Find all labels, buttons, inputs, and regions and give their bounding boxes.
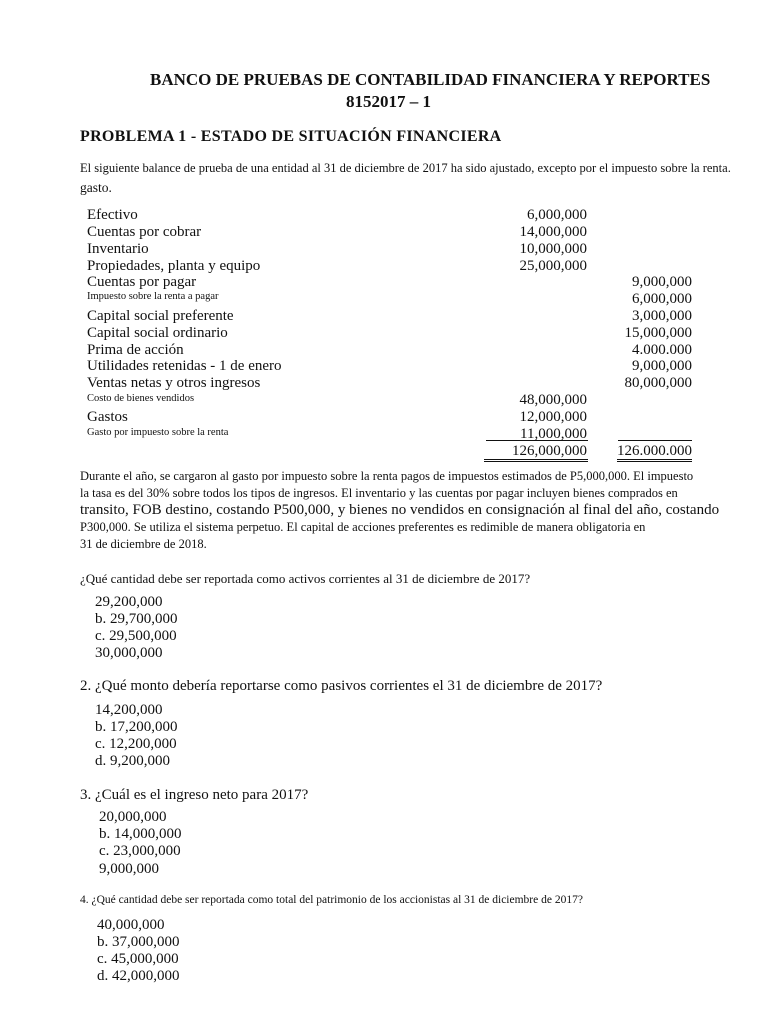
question-3-option-b: b. 14,000,000 (99, 826, 182, 842)
question-1-option-a: 29,200,000 (95, 594, 163, 610)
question-2-option-d: d. 9,200,000 (95, 753, 170, 769)
intro-line-2: gasto. (80, 180, 112, 195)
problem-title: PROBLEMA 1 - ESTADO DE SITUACIÓN FINANCIERA (80, 128, 502, 145)
question-3: 3. ¿Cuál es el ingreso neto para 2017? (80, 787, 309, 803)
credit-total-double-rule (617, 459, 692, 462)
account-label: Capital social ordinario (87, 325, 228, 341)
account-label: Gasto por impuesto sobre la renta (87, 427, 229, 438)
document-title: BANCO DE PRUEBAS DE CONTABILIDAD FINANCIERA Y REPORTES (150, 70, 711, 89)
question-2: 2. ¿Qué monto debería reportarse como pasivos corrientes el 31 de diciembre de 2017? (80, 678, 603, 694)
question-4: 4. ¿Qué cantidad debe ser reportada como total del patrimonio de los accionistas al 31 de diciembre de 2017? (80, 894, 583, 906)
credit-total: 126.000.000 (617, 443, 692, 459)
question-4-option-c: c. 45,000,000 (97, 951, 179, 967)
debit-value: 48,000,000 (519, 392, 587, 408)
credit-value: 9,000,000 (632, 274, 692, 290)
document-code: 8152017 – 1 (346, 92, 431, 111)
account-label: Inventario (87, 241, 149, 257)
narrative-line-5: 31 de diciembre de 2018. (80, 537, 207, 551)
debit-subtotal-rule (486, 440, 588, 441)
question-1-option-c: c. 29,500,000 (95, 628, 177, 644)
account-label: Costo de bienes vendidos (87, 393, 195, 404)
narrative-line-1: Durante el año, se cargaron al gasto por impuesto sobre la renta pagos de impuestos estimados de P5,000,000. El impuesto (80, 469, 694, 483)
question-3-option-d: 9,000,000 (99, 861, 159, 877)
question-1-option-b: b. 29,700,000 (95, 611, 178, 627)
account-label: Cuentas por pagar (87, 274, 197, 290)
question-4-option-b: b. 37,000,000 (97, 934, 180, 950)
question-1: ¿Qué cantidad debe ser reportada como activos corrientes al 31 de diciembre de 2017? (80, 571, 531, 586)
debit-total-double-rule (484, 459, 588, 462)
credit-value: 15,000,000 (624, 325, 692, 341)
question-3-option-a: 20,000,000 (99, 809, 167, 825)
debit-total: 126,000,000 (512, 443, 587, 459)
account-label: Propiedades, planta y equipo (87, 258, 261, 274)
account-label: Prima de acción (87, 342, 184, 358)
debit-value: 14,000,000 (519, 224, 587, 240)
account-label: Capital social preferente (87, 308, 234, 324)
question-2-option-b: b. 17,200,000 (95, 719, 178, 735)
narrative-line-4: P300,000. Se utiliza el sistema perpetuo. El capital de acciones preferentes es redimible de manera obligatoria en (80, 520, 646, 534)
account-label: Utilidades retenidas - 1 de enero (87, 358, 282, 374)
account-label: Efectivo (87, 207, 138, 223)
credit-value: 6,000,000 (632, 291, 692, 307)
credit-value: 3,000,000 (632, 308, 692, 324)
credit-value: 80,000,000 (624, 375, 692, 391)
debit-value: 10,000,000 (519, 241, 587, 257)
debit-value: 11,000,000 (520, 426, 587, 442)
question-4-option-a: 40,000,000 (97, 917, 165, 933)
question-2-option-c: c. 12,200,000 (95, 736, 177, 752)
credit-subtotal-rule (618, 440, 692, 441)
intro-line-1: El siguiente balance de prueba de una entidad al 31 de diciembre de 2017 ha sido ajustado, excepto por el impuesto sobre la renta. (80, 161, 731, 175)
question-2-option-a: 14,200,000 (95, 702, 163, 718)
debit-value: 25,000,000 (519, 258, 587, 274)
account-label: Cuentas por cobrar (87, 224, 202, 240)
question-3-option-c: c. 23,000,000 (99, 843, 181, 859)
question-4-option-d: d. 42,000,000 (97, 968, 180, 984)
account-label: Impuesto sobre la renta a pagar (87, 291, 219, 302)
account-label: Ventas netas y otros ingresos (87, 375, 261, 391)
credit-value: 9,000,000 (632, 358, 692, 374)
narrative-line-2: la tasa es del 30% sobre todos los tipos de ingresos. El inventario y las cuentas por pagar incluyen bienes comprados en (80, 486, 678, 500)
narrative-line-3: transito, FOB destino, costando P500,000, y bienes no vendidos en consignación al final del año, costando (80, 502, 720, 518)
question-1-option-d: 30,000,000 (95, 645, 163, 661)
debit-value: 6,000,000 (527, 207, 587, 223)
debit-value: 12,000,000 (519, 409, 587, 425)
credit-value: 4.000.000 (632, 342, 692, 358)
account-label: Gastos (87, 409, 128, 425)
